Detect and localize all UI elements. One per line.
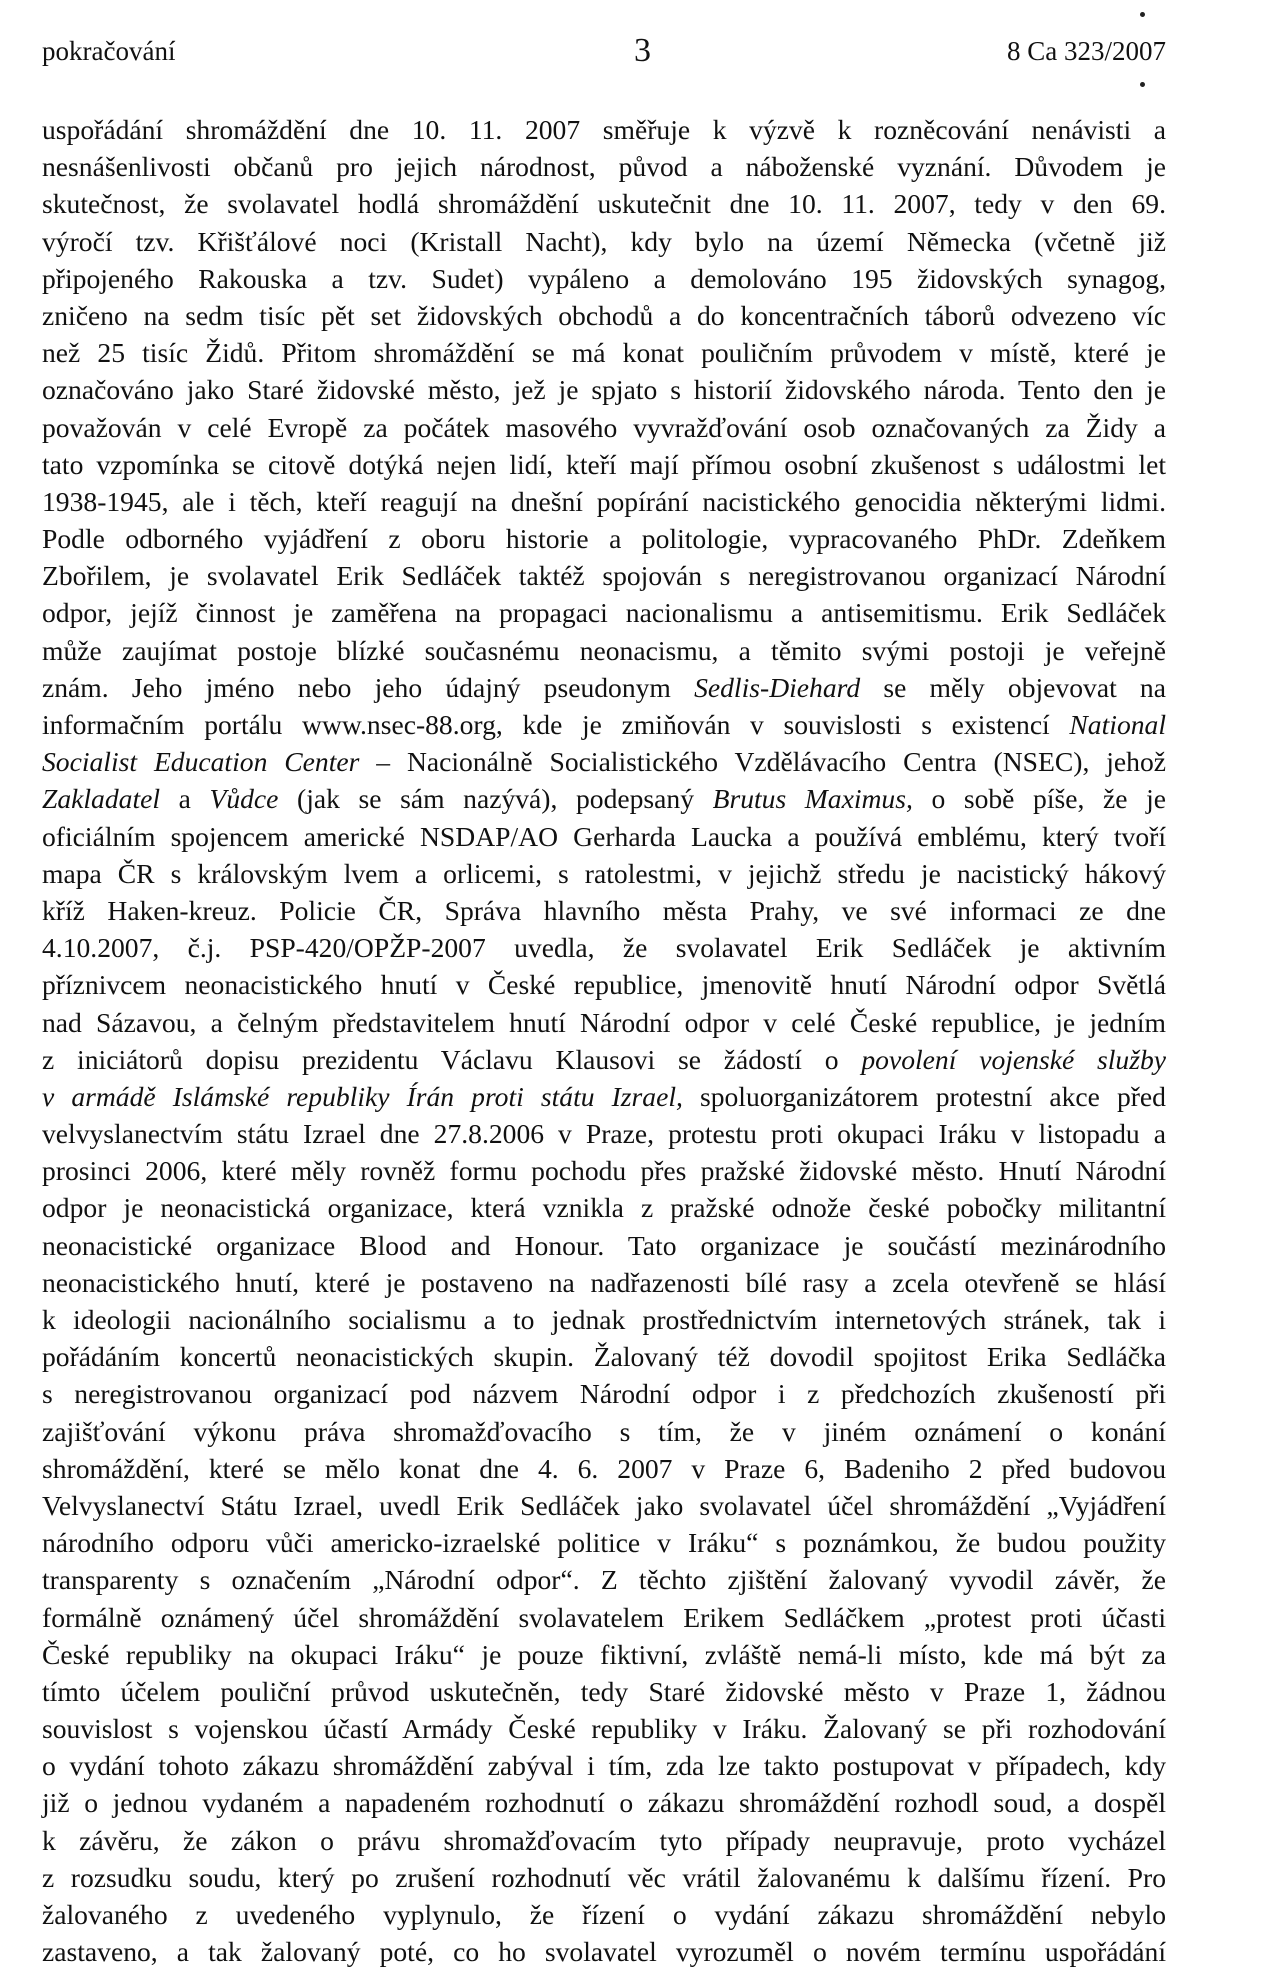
text-line bbox=[42, 855, 1166, 892]
text-line bbox=[42, 818, 1166, 855]
text-line bbox=[42, 223, 1166, 260]
text-segment: než 25 tisíc Židů. Přitom shromáždění se má konat pouličním průvodem v místě, které je bbox=[42, 337, 1166, 369]
text-segment: připojeného Rakouska a tzv. Sudet) vypáleno a demolováno 195 židovských synagog, bbox=[42, 262, 1166, 294]
text-line bbox=[42, 446, 1166, 483]
text-line bbox=[42, 1041, 1166, 1078]
page-number: 3 bbox=[634, 32, 651, 69]
text-line bbox=[42, 780, 1166, 817]
scan-dot-mark bbox=[1140, 12, 1145, 17]
text-segment: souvislost s vojenskou účastí Armády České republiky v Iráku. Žalovaný se při rozhodování bbox=[42, 1713, 1166, 1745]
case-number: 8 Ca 323/2007 bbox=[1007, 36, 1166, 66]
text-line bbox=[42, 1078, 1166, 1115]
text-segment: příznivcem neonacistického hnutí v České republice, jmenovitě hnutí Národní odpor Světlá bbox=[42, 969, 1166, 1001]
text-line bbox=[42, 966, 1166, 1003]
text-segment: Velvyslanectví Státu Izrael, uvedl Erik Sedláček jako svolavatel účel shromáždění „Vyjádření bbox=[42, 1489, 1166, 1521]
text-segment: k ideologii nacionálního socialismu a to jednak prostřednictvím internetových stránek, tak i bbox=[42, 1304, 1166, 1335]
italic-text-segment: Socialist Education Center bbox=[42, 746, 360, 778]
text-line bbox=[42, 1375, 1166, 1412]
text-segment: skutečnost, že svolavatel hodlá shromáždění uskutečnit dne 10. 11. 2007, tedy v den 69. bbox=[42, 188, 1166, 220]
text-line bbox=[42, 892, 1166, 929]
text-segment: z rozsudku soudu, který po zrušení rozhodnutí věc vrátil žalovanému k dalšímu řízení. Pro bbox=[42, 1861, 1166, 1893]
text-line bbox=[42, 706, 1166, 743]
text-segment: zajišťování výkonu práva shromažďovacího s tím, že v jiném oznámení o konání bbox=[42, 1415, 1166, 1447]
text-segment: zastaveno, a tak žalovaný poté, co ho svolavatel vyrozuměl o novém termínu uspořádání bbox=[42, 1936, 1166, 1968]
text-line bbox=[42, 743, 1166, 780]
text-segment: oficiálním spojencem americké NSDAP/AO Gerharda Laucka a používá emblému, který tvoří bbox=[42, 820, 1166, 852]
text-segment: žalovaného z uvedeného vyplynulo, že řízení o vydání zákazu shromáždění nebylo bbox=[42, 1899, 1166, 1930]
text-line bbox=[42, 1933, 1166, 1970]
text-line bbox=[42, 1636, 1166, 1673]
text-line bbox=[42, 334, 1166, 371]
text-line bbox=[42, 1450, 1166, 1487]
text-line bbox=[42, 1599, 1166, 1636]
text-line bbox=[42, 669, 1166, 706]
text-line bbox=[42, 1673, 1166, 1710]
text-segment: národního odporu vůči americko-izraelské politice v Iráku“ s poznámkou, že budou použity bbox=[42, 1527, 1166, 1559]
text-segment: již o jednou vydaném a napadeném rozhodnutí o zákazu shromáždění rozhodl soud, a dospěl bbox=[42, 1787, 1166, 1819]
text-segment: velvyslanectvím státu Izrael dne 27.8.2006 v Praze, protestu proti okupaci Iráku v listopadu a bbox=[42, 1118, 1166, 1150]
document-body-text bbox=[42, 111, 1166, 1970]
text-line bbox=[42, 1487, 1166, 1524]
text-segment: považován v celé Evropě za počátek masového vyvražďování osob označovaných za Židy a bbox=[42, 411, 1166, 443]
text-line bbox=[42, 1896, 1166, 1933]
text-segment: České republiky na okupaci Iráku“ je pouze fiktivní, zvláště nemá-li místo, kde má být za bbox=[42, 1638, 1166, 1670]
text-line bbox=[42, 1710, 1166, 1747]
text-line bbox=[42, 1561, 1166, 1598]
text-segment: – Nacionálně Socialistického Vzdělávacího Centra (NSEC), jehož bbox=[359, 746, 1166, 778]
text-segment: (jak se sám nazývá), podepsaný bbox=[278, 783, 713, 815]
italic-text-segment: Sedlis-Diehard bbox=[694, 671, 861, 703]
text-segment: neonacistické organizace Blood and Honour. Tato organizace je součástí mezinárodního bbox=[42, 1229, 1166, 1261]
text-line bbox=[42, 1413, 1166, 1450]
text-segment: kříž Haken-kreuz. Policie ČR, Správa hlavního města Prahy, ve své informaci ze dne bbox=[42, 894, 1166, 926]
text-segment: znám. Jeho jméno nebo jeho údajný pseudonym bbox=[42, 671, 695, 703]
text-segment: a bbox=[160, 783, 210, 815]
text-segment: Zbořilem, je svolavatel Erik Sedláček taktéž spojován s neregistrovanou organizací Národní bbox=[42, 560, 1166, 592]
text-line bbox=[42, 1004, 1166, 1041]
italic-text-segment: v armádě Islámské republiky Írán proti státu Izrael, bbox=[42, 1080, 683, 1112]
text-line bbox=[42, 1301, 1166, 1338]
header-continuation-label: pokračování bbox=[42, 36, 176, 66]
text-segment: o vydání tohoto zákazu shromáždění zabýval i tím, zda lze takto postupovat v případech, kdy bbox=[42, 1750, 1166, 1782]
text-line bbox=[42, 1338, 1166, 1375]
text-segment: o sobě píše, že je bbox=[912, 783, 1166, 815]
text-segment: označováno jako Staré židovské město, jež je spjato s historií židovského národa. Tento den je bbox=[42, 374, 1166, 406]
italic-text-segment: povolení vojenské služby bbox=[861, 1043, 1166, 1075]
text-line bbox=[42, 1859, 1166, 1896]
text-segment: může zaujímat postoje blízké současnému neonacismu, a těmito svými postoji je veřejně bbox=[42, 634, 1166, 666]
text-line bbox=[42, 1784, 1166, 1821]
text-segment: se měly objevovat na bbox=[860, 671, 1166, 703]
text-segment: informačním portálu www.nsec-88.org, kde je zmiňován v souvislosti s existencí bbox=[42, 709, 1070, 740]
text-segment: prosinci 2006, které měly rovněž formu pochodu přes pražské židovské město. Hnutí Národní bbox=[42, 1155, 1166, 1187]
text-segment: transparenty s označením „Národní odpor“. Z těchto zjištění žalovaný vyvodil závěr, že bbox=[42, 1564, 1166, 1596]
text-segment: nad Sázavou, a čelným představitelem hnutí Národní odpor v celé České republice, je jedním bbox=[42, 1006, 1166, 1038]
text-line bbox=[42, 1822, 1166, 1859]
text-line bbox=[42, 1152, 1166, 1189]
text-line bbox=[42, 1747, 1166, 1784]
text-segment: tímto účelem pouliční průvod uskutečněn, tedy Staré židovské město v Praze 1, žádnou bbox=[42, 1675, 1166, 1707]
text-segment: nesnášenlivosti občanů pro jejich národnost, původ a náboženské vyznání. Důvodem je bbox=[42, 151, 1166, 183]
text-segment: spoluorganizátorem protestní akce před bbox=[682, 1080, 1166, 1112]
text-segment: uspořádání shromáždění dne 10. 11. 2007 směřuje k výzvě k rozněcování nenávisti a bbox=[42, 114, 1166, 145]
text-line bbox=[42, 297, 1166, 334]
text-segment: 1938-1945, ale i těch, kteří reagují na dnešní popírání nacistického genocidia některými lidmi. bbox=[42, 485, 1166, 517]
text-segment: Podle odborného vyjádření z oboru historie a politologie, vypracovaného PhDr. Zdeňkem bbox=[42, 523, 1166, 555]
text-line bbox=[42, 1227, 1166, 1264]
text-line bbox=[42, 483, 1166, 520]
text-line bbox=[42, 260, 1166, 297]
text-segment: tato vzpomínka se citově dotýká nejen lidí, kteří mají přímou osobní zkušenost s událostmi let bbox=[42, 448, 1166, 480]
text-segment: k závěru, že zákon o právu shromažďovacím tyto případy neupravuje, proto vycházel bbox=[42, 1824, 1166, 1856]
text-segment: formálně oznámený účel shromáždění svolavatelem Erikem Sedláčkem „protest proti účasti bbox=[42, 1601, 1166, 1633]
text-line bbox=[42, 1524, 1166, 1561]
text-line bbox=[42, 632, 1166, 669]
text-line bbox=[42, 1264, 1166, 1301]
scan-dot-mark bbox=[1140, 82, 1145, 87]
text-line bbox=[42, 929, 1166, 966]
italic-text-segment: Zakladatel bbox=[42, 783, 161, 815]
italic-text-segment: Vůdce bbox=[209, 783, 279, 815]
text-line bbox=[42, 185, 1166, 222]
text-line bbox=[42, 111, 1166, 148]
text-segment: mapa ČR s královským lvem a orlicemi, s ratolestmi, v jejichž středu je nacistický hákový bbox=[42, 857, 1166, 889]
text-segment: odpor je neonacistická organizace, která vznikla z pražské odnože české pobočky militantní bbox=[42, 1192, 1166, 1224]
text-segment: odpor, jejíž činnost je zaměřena na propagaci nacionalismu a antisemitismu. Erik Sedláček bbox=[42, 597, 1166, 629]
text-line bbox=[42, 409, 1166, 446]
page-header bbox=[42, 26, 1166, 82]
italic-text-segment: Brutus Maximus, bbox=[712, 783, 913, 815]
italic-text-segment: National bbox=[1069, 709, 1166, 740]
text-segment: pořádáním koncertů neonacistických skupin. Žalovaný též dovodil spojitost Erika Sedláčka bbox=[42, 1341, 1166, 1373]
text-segment: neonacistického hnutí, které je postaveno na nadřazenosti bílé rasy a zcela otevřeně se hlásí bbox=[42, 1266, 1166, 1298]
text-line bbox=[42, 371, 1166, 408]
text-line bbox=[42, 1189, 1166, 1226]
text-segment: 4.10.2007, č.j. PSP-420/OPŽP-2007 uvedla, že svolavatel Erik Sedláček je aktivním bbox=[42, 932, 1166, 964]
text-line bbox=[42, 520, 1166, 557]
text-segment: zničeno na sedm tisíc pět set židovských obchodů a do koncentračních táborů odvezeno víc bbox=[42, 299, 1166, 331]
text-segment: z iniciátorů dopisu prezidentu Václavu Klausovi se žádostí o bbox=[42, 1043, 862, 1075]
text-line bbox=[42, 1115, 1166, 1152]
text-segment: s neregistrovanou organizací pod názvem Národní odpor i z předchozích zkušeností při bbox=[42, 1378, 1166, 1410]
text-segment: shromáždění, které se mělo konat dne 4. 6. 2007 v Praze 6, Badeniho 2 před budovou bbox=[42, 1452, 1166, 1484]
text-line bbox=[42, 594, 1166, 631]
text-segment: výročí tzv. Křišťálové noci (Kristall Nacht), kdy bylo na území Německa (včetně již bbox=[42, 225, 1166, 257]
text-line bbox=[42, 148, 1166, 185]
text-line bbox=[42, 557, 1166, 594]
